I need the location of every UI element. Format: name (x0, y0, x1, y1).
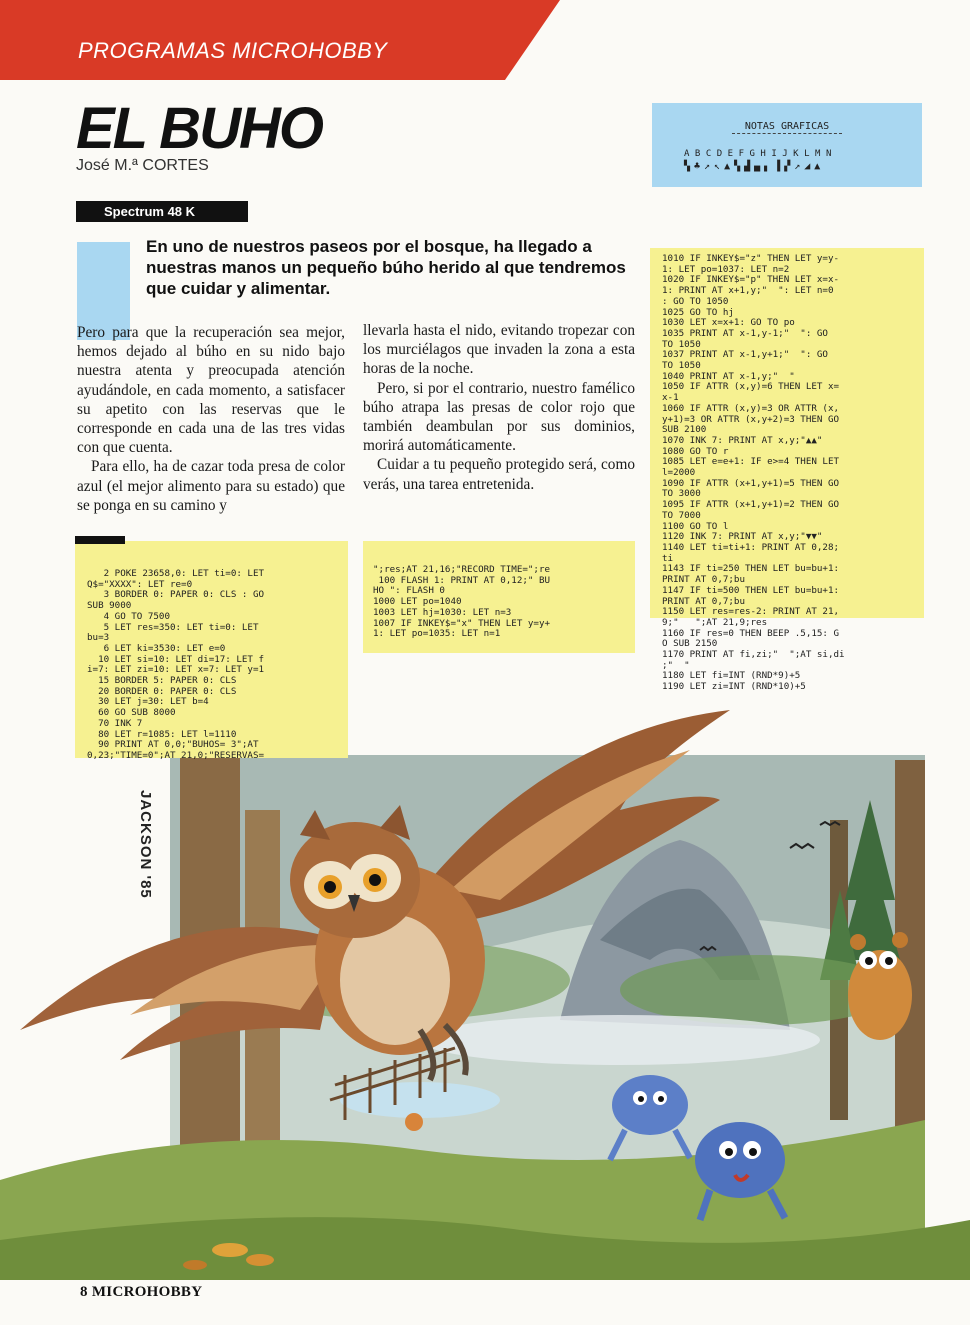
section-label: PROGRAMAS MICROHOBBY (78, 38, 388, 63)
graphic-notes-box (652, 103, 922, 187)
code-listing-2: ";res;AT 21,16;"RECORD TIME=";re 100 FLASH 1: PRINT AT 0,12;" BU HO ": FLASH 0 1000 LET po=1040 1003 LET hj=1030: LET n=3 1007 IF INKEY$="x" THEN LET y=y+ 1: LET po=1035: LET n=1 (363, 541, 635, 653)
body-column-1 (77, 323, 345, 515)
intro-paragraph: En uno de nuestros paseos por el bosque, ha llegado a nuestras manos un pequeño búho herido al que tendremos que cuidar y alimentar. (146, 237, 626, 298)
graphic-notes-letters: ABCDEFGHIJKLMN (684, 149, 837, 159)
code-listing-1: 2 POKE 23658,0: LET ti=0: LET Q$="XXXX": LET re=0 3 BORDER 0: PAPER 0: CLS : GO SUB 9000 4 GO TO 7500 5 LET res=350: LET ti=0: LET bu=3 6 LET ki=3530: LET e=0 10 LET si=10: LET di=17: LET f i=7: LET zi=10: LET x=7: LET y=1 15 BORDER 5: PAPER 0: CLS 20 BORDER 0: PAPER 0: CLS 30 LET j=30: LET b=4 60 GO SUB 8000 70 INK 7 80 LET r=1085: LET l=1110 90 PRINT AT 0,0;"BUHOS= 3";AT 0,23;"TIME=0";AT 21,0;"RESERVAS= (75, 541, 348, 758)
body-paragraph: Pero para que la recuperación sea mejor, hemos dejado al búho en su nido bajo nuestra atenta y preocupada atención ayudándole, en cada momento, a satisfacer su apetito con las reservas que le corresponde en cada una de las tres vidas con que cuenta. (77, 324, 345, 457)
body-column-2 (363, 321, 635, 494)
graphic-notes-glyphs: ▚♣↗↖▲▚▟▄▖▐▞↗◢▲ (684, 161, 825, 172)
artist-signature: JACKSON '85 (137, 790, 154, 899)
body-paragraph: Para ello, ha de cazar toda presa de color azul (el mejor alimento para su estado) que se ponga en su camino y (77, 458, 345, 514)
body-paragraph: Cuidar a tu pequeño protegido será, como verás, una tarea entretenida. (363, 456, 635, 493)
graphic-notes-divider (732, 133, 842, 134)
author-name: José M.ª CORTES (76, 157, 209, 174)
body-paragraph: Pero, si por el contrario, nuestro famélico búho atrapa las presas de color rojo que también deambulan por sus dominios, morirá automáticamente. (363, 379, 635, 455)
article-title: EL BUHO (76, 96, 322, 161)
page-footer: 8 MICROHOBBY (80, 1284, 203, 1300)
body-paragraph: llevarla hasta el nido, evitando tropezar con los murciélagos que invaden la zona a esta horas de la noche. (363, 322, 635, 378)
code-listing-marker (75, 536, 125, 544)
machine-badge: Spectrum 48 K (76, 201, 248, 222)
graphic-notes-title: NOTAS GRAFICAS (744, 121, 830, 132)
code-listing-3: 1010 IF INKEY$="z" THEN LET y=y- 1: LET po=1037: LET n=2 1020 IF INKEY$="p" THEN LET x=x- 1: PRINT AT x+1,y;" ": LET n=0 : GO TO 1050 1025 GO TO hj 1030 LET x=x+1: GO TO po 1035 PRINT AT x-1,y-1;" ": GO TO 1050 1037 PRINT AT x-1,y+1;" ": GO TO 1050 1040 PRINT AT x-1,y;" " 1050 IF ATTR (x,y)=6 THEN LET x= x-1 1060 IF ATTR (x,y)=3 OR ATTR (x, y+1)=3 OR ATTR (x,y+2)=3 THEN GO SUB 2100 1070 INK 7: PRINT AT x,y;"▲▲" 1080 GO TO r 1085 LET e=e+1: IF e>=4 THEN LET l=2000 1090 IF ATTR (x+1,y+1)=5 THEN GO TO 3000 1095 IF ATTR (x+1,y+1)=2 THEN GO TO 7000 1100 GO TO l 1120 INK 7: PRINT AT x,y;"▼▼" 1140 LET ti=ti+1: PRINT AT 0,28; ti 1143 IF ti=250 THEN LET bu=bu+1: PRINT AT 0,7;bu 1147 IF ti=500 THEN LET bu=bu+1: PRINT AT 0,7;bu 1150 LET res=res-2: PRINT AT 21, 9;" ";AT 21,9;res 1160 IF res=0 THEN BEEP .5,15: G O SUB 2150 1170 PRINT AT fi,zi;" ";AT si,di ;" " 1180 LET fi=INT (RND*9)+5 1190 LET zi=INT (RND*10)+5 (650, 248, 924, 618)
